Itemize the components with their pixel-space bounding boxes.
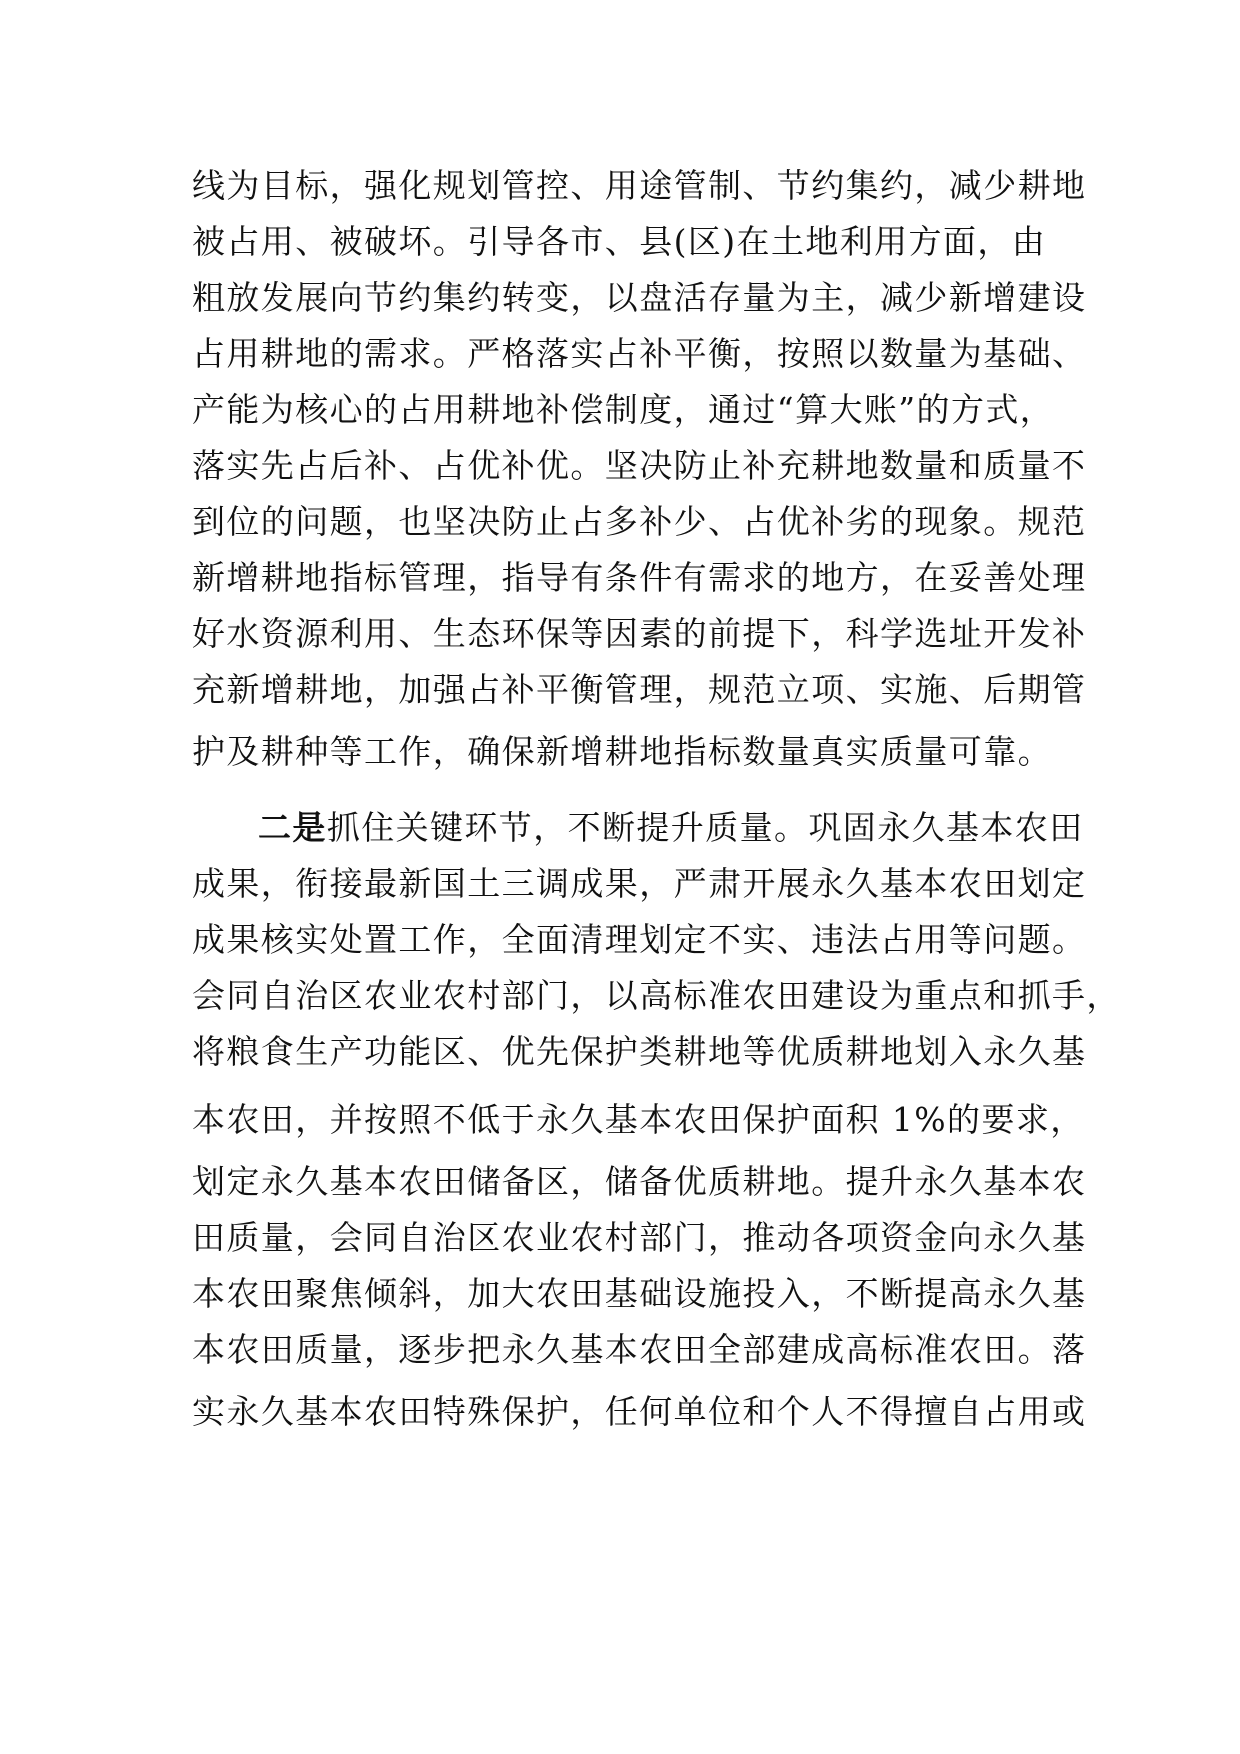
text-line: 将粮食生产功能区、优先保护类耕地等优质耕地划入永久基 — [192, 1032, 1087, 1071]
text-line: 到位的问题，也坚决防止占多补少、占优补劣的现象。规范 — [192, 502, 1087, 541]
first-line-text: 抓住关键环节，不断提升质量。巩固永久基本农田 — [326, 808, 1084, 847]
paragraph-2 — [192, 800, 1121, 1440]
text-line: 会同自治区农业农村部门，以高标准农田建设为重点和抓手， — [192, 976, 1121, 1015]
text-line: 实永久基本农田特殊保护，任何单位和个人不得擅自占用或 — [192, 1392, 1087, 1431]
document-body — [192, 158, 1121, 1440]
text-line: 占用耕地的需求。严格落实占补平衡，按照以数量为基础、 — [192, 334, 1087, 373]
text-line: 划定永久基本农田储备区，储备优质耕地。提升永久基本农 — [192, 1162, 1087, 1201]
paragraph-1 — [192, 158, 1087, 780]
text-line: 好水资源利用、生态环保等因素的前提下，科学选址开发补 — [192, 614, 1087, 653]
text-line: 本农田质量，逐步把永久基本农田全部建成高标准农田。落 — [192, 1330, 1087, 1369]
text-line: 本农田聚焦倾斜，加大农田基础设施投入，不断提高永久基 — [192, 1274, 1087, 1313]
paragraph-lead: 二是 — [258, 808, 327, 847]
text-line: 被占用、被破坏。引导各市、县(区)在土地利用方面，由 — [192, 222, 1047, 261]
text-line: 粗放发展向节约集约转变，以盘活存量为主，减少新增建设 — [192, 278, 1087, 317]
text-line: 成果，衔接最新国土三调成果，严肃开展永久基本农田划定 — [192, 864, 1087, 903]
text-line: 落实先占后补、占优补优。坚决防止补充耕地数量和质量不 — [192, 446, 1087, 485]
text-line-first — [192, 800, 1084, 856]
text-line: 线为目标，强化规划管控、用途管制、节约集约，减少耕地 — [192, 166, 1087, 205]
text-line: 田质量，会同自治区农业农村部门，推动各项资金向永久基 — [192, 1218, 1087, 1257]
text-line: 成果核实处置工作，全面清理划定不实、违法占用等问题。 — [192, 920, 1087, 959]
text-line: 护及耕种等工作，确保新增耕地指标数量真实质量可靠。 — [192, 732, 1052, 771]
text-line: 本农田，并按照不低于永久基本农田保护面积 1%的要求， — [192, 1100, 1085, 1139]
text-line: 产能为核心的占用耕地补偿制度，通过“算大账”的方式， — [192, 390, 1055, 429]
text-line: 充新增耕地，加强占补平衡管理，规范立项、实施、后期管 — [192, 670, 1087, 709]
text-line: 新增耕地指标管理，指导有条件有需求的地方，在妥善处理 — [192, 558, 1087, 597]
